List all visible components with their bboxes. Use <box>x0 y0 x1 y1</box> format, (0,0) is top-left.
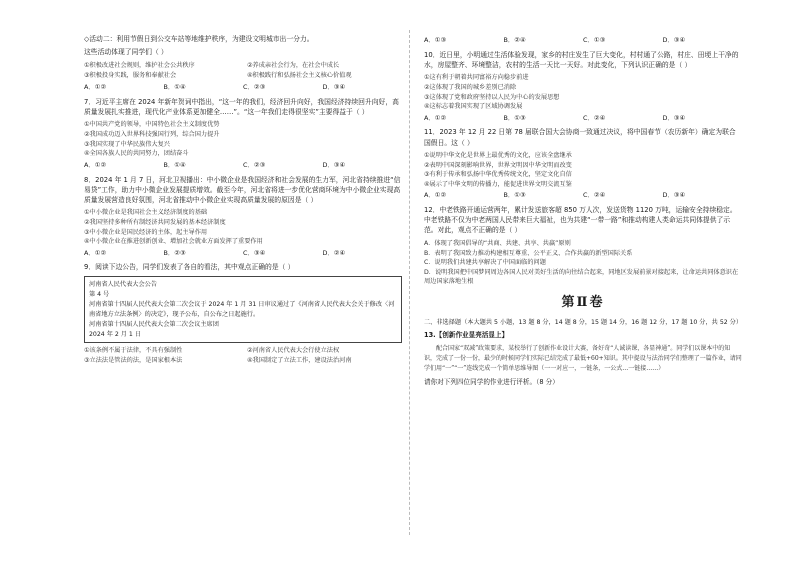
q12-item-c: C．说明我们共建共享解决了中国面临的问题 <box>424 259 546 267</box>
q9-choice-b: B．②④ <box>503 36 526 44</box>
q9-option-4: ④我国制定了立法工作，建设法治河南 <box>247 357 352 365</box>
q10-item-2: ②这体现了我国的城乡差别已消除 <box>424 83 517 91</box>
q8-item-4: ④中小微企业在推进创新创业、增加社会就业方面发挥了重要作用 <box>84 238 263 246</box>
q9-option-2: ②河南省人民代表大会行使立法权 <box>247 347 340 355</box>
q6-option-1: ①积极改进社会规则，维护社会公共秩序 <box>84 61 195 69</box>
q11-choices <box>424 191 742 201</box>
q9-choice-d: D．③④ <box>662 36 686 44</box>
q7-choice-c: C．②③ <box>243 160 266 169</box>
q9-option-3: ③立法法是管法的法，是国家根本法 <box>84 357 183 365</box>
q8-choice-d: D．②④ <box>322 248 346 257</box>
q6-options <box>84 61 402 80</box>
section-intro: 二、非选择题（本大题共 5 小题，13 题 8 分，14 题 8 分，15 题 14 分，16 题 12 分，17 题 10 分，共 52 分） <box>424 319 743 327</box>
q13-instruction: 请你对下列四位同学的作业进行评析。（8 分） <box>424 377 559 386</box>
q7-choices <box>84 161 402 171</box>
q11-item-1: ①说明中华文化是世界上最优秀的文化，应该全盘继承 <box>424 152 572 159</box>
q6-option-3: ③积极投身实践，服务和奉献社会 <box>84 71 177 79</box>
q9-choice-a: A．①③ <box>424 36 447 44</box>
q11-choice-c: C．②④ <box>583 191 606 200</box>
q10-item-3: ③这体现了党和政府坚持以人民为中心的发展思想 <box>424 93 560 101</box>
activity-question: 这些活动体现了同学们（ ） <box>84 48 168 57</box>
right-column <box>424 34 742 387</box>
q7-choice-b: B．①④ <box>163 160 186 169</box>
column-divider <box>409 30 410 535</box>
q7-item-2: ②我国成功迈入世界科技强国行列，综合国力提升 <box>84 131 220 139</box>
q10-item-4: ④这标志着我国实现了区域协调发展 <box>424 103 523 111</box>
q13-passage: 配合国家“双减”政策要求，某校举行了创新作业设计大赛，备好奇“人诚读课，各显神通”。同学们以课本中的知识，完成了一份一份，最少的时候同学们实际已结完成了最低+60+知识。其中提设与法治同学们整理了一篇作业，请同学们用“一”“一”连线完成一个简单思维导图（一一对应一，一链条，一公式…一链接……） <box>424 344 742 373</box>
q7-choice-d: D．③④ <box>322 160 346 169</box>
q13-heading: 13.【创新作业显亮活显上】 <box>424 331 509 340</box>
q6-choice-c: C．②③ <box>243 83 266 92</box>
q7-stem: 7．习近平主席在 2024 年新年贺词中指出，“这一年的我们，经济回升向好，我国经济持续回升向好，高质量发展扎实推进，现代化产业体系更加健全……”。“这一年我们走得很坚实”主要得益于（ ） <box>84 97 399 116</box>
q8-stem: 8．2024 年 1 月 7 日，河北卫视播出：中小微企业是我国经济和社会发展的生力军，河北省持续推进“信易贷”工作，助力中小微企业发展提质增效。截至今年，河北省将进一步优化营商环境为中小微企业实现高质量发展营造良好氛围，河北省推动中小微企业实现高质量发展的原因是（ ） <box>84 175 401 204</box>
q6-option-4: ④积极践行和弘扬社会主义核心价值观 <box>247 71 352 79</box>
q9-choices <box>424 36 742 46</box>
q11-stem: 11．2023 年 12 月 22 日第 78 届联合国大会协商一致通过决议，将中国春节（农历新年）确定为联合国假日。这（ ） <box>424 128 736 147</box>
q7-item-3: ③我国实现了中华民族伟大复兴 <box>84 140 170 148</box>
q12-item-a: A．体现了我国倡导的“共商、共建、共享、共赢”原则 <box>424 239 571 247</box>
q9-stem: 9．阅读下边公告，同学们发表了各自的看法，其中观点正确的是（ ） <box>84 263 295 272</box>
q8-choice-a: A．①② <box>84 248 107 257</box>
notice-body: 河南省第十四届人民代表大会第二次会议于 2024 年 1 月 31 日审议通过了《河南省人民代表大会关于修改〈河南省地方立法条例〉的决定》，现予公布，自公布之日起施行。 <box>89 300 395 318</box>
q9-options <box>84 346 402 365</box>
q12-item-b: B．表明了我国致力推动构建相互尊重、公平正义、合作共赢的新型国际关系 <box>424 249 633 257</box>
q8-choice-b: B．②③ <box>163 248 186 257</box>
q11-choice-a: A．①② <box>424 191 447 200</box>
q10-choices <box>424 114 742 124</box>
q8-choice-c: C．③④ <box>243 248 266 257</box>
q11-choice-d: D．③④ <box>662 191 686 200</box>
q7-item-1: ①中国共产党的领导，中国特色社会主义制度优势 <box>84 121 220 129</box>
q12-stem: 12．中老铁路开通运营两年，累计发送旅客超 850 万人次，发送货物 1120 万吨，运输安全持续稳定。中老铁路不仅为中老两国人民带来巨大福祉，也为共建“一带一路”和推动构建人类命运共同体提供了示范。对此，观点不正确的是（ ） <box>424 206 737 235</box>
section-title: 第Ⅱ卷 <box>561 294 605 310</box>
notice-signature: 河南省第十四届人民代表大会第二次会议主席团 <box>89 320 219 328</box>
q12-item-d: D．说明我国把中国梦同周边各国人民对美好生活的向往结合起来，同地区发展前景对接起来，让命运共同体意识在周边国家落地生根 <box>424 268 739 286</box>
q7-choice-a: A．①② <box>84 160 107 169</box>
notice-date: 2024 年 2 月 1 日 <box>89 330 142 338</box>
q6-choice-b: B．①④ <box>163 83 186 92</box>
q10-item-1: ①这有利于朝着共同富裕方向稳步前进 <box>424 74 529 82</box>
q8-item-2: ②我国坚持多种所有制经济共同发展的基本经济制度 <box>84 218 226 226</box>
q10-choice-c: C．②④ <box>583 113 606 122</box>
q9-choice-c: C．①③ <box>583 36 606 44</box>
q6-choices <box>84 83 402 93</box>
q11-item-3: ③有利于传承和弘扬中华优秀传统文化，坚定文化自信 <box>424 171 572 179</box>
q8-item-3: ③中小微企业是国民经济的主体，起主导作用 <box>84 228 208 236</box>
q8-item-1: ①中小微企业是我国社会主义经济制度的基础 <box>84 209 208 217</box>
q11-item-2: ②表明中国深刻影响世界，世界文明因中华文明而改变 <box>424 161 572 169</box>
q6-choice-a: A．①② <box>84 83 107 92</box>
public-notice-box <box>84 276 402 344</box>
q10-stem: 10．近日里，小明通过生活体验发现，家乡的村庄发生了巨大变化，村村通了公路，村庄、田埂上干净的水，房屋整齐、环境整洁，农村的生活一天比一天好。对此变化，下列认识正确的是（ ） <box>424 50 739 69</box>
q7-item-4: ④全国各族人民的共同努力，团结奋斗 <box>84 150 189 158</box>
q10-choice-b: B．①③ <box>503 113 526 122</box>
q6-option-2: ②养成亲社会行为，在社会中成长 <box>247 61 340 69</box>
activity2-text: ◇活动二：利用节假日到公交车站等地维护秩序，为建设文明城市出一分力。 <box>84 35 314 43</box>
notice-number: 第 4 号 <box>89 290 110 298</box>
q6-choice-d: D．③④ <box>322 83 346 92</box>
q8-choices <box>84 249 402 259</box>
q11-choice-b: B．①③ <box>503 191 526 200</box>
q9-option-1: ①该条例不属于法律，不具有强制性 <box>84 347 183 355</box>
left-column <box>84 34 402 369</box>
q11-item-4: ④展示了中华文明的传播力，能促进世界文明交流互鉴 <box>424 180 572 188</box>
notice-org: 河南省人民代表大会公告 <box>89 280 158 288</box>
q10-choice-a: A．①② <box>424 113 447 122</box>
q10-choice-d: D．③④ <box>662 113 686 122</box>
